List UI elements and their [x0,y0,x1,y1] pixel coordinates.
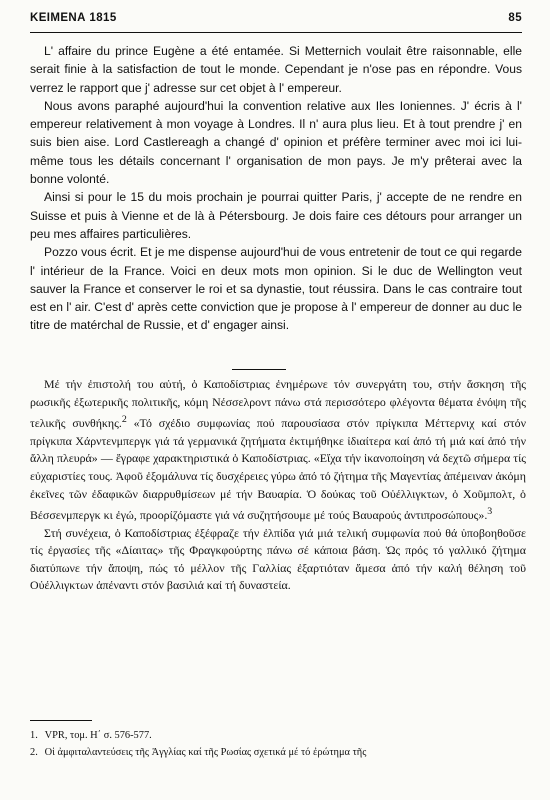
french-paragraph: L' affaire du prince Eugène a été entamée. Si Metternich voulait être raisonnable, elle serait finie à la satisfaction de tout le monde. Cependant je n'ose pas en répondre. Vous verrez le rapport que j' adresse sur cet objet à l' empereur. [30,44,522,95]
greek-paragraph: Στή συνέχεια, ὁ Καποδίστριας ἐξέφραζε τήν ἐλπίδα γιά μιά τελική συμφωνία πού θά ὑποβοηθοῦσε τίς ἐργασίες τῆς «Δίαιτας» τῆς Φραγκφούρτης πάνω σέ κάποια βάση. Ὡς πρός τό γαλλικό ζήτημα διατύπωνε τήν ἄποψη, πώς τό μέλλον τῆς Γαλλίας ἐξαρτιόταν ἄμεσα ἀπό τήν καλή θέληση τοῦ Οὐέλλιγκτων ἀπέναντι στόν βασιλιά καί τή δυναστεία. [30,525,526,593]
footnote-rule [30,720,92,721]
greek-paragraph [30,376,526,525]
french-paragraph: Pozzo vous écrit. Et je me dispense aujourd'hui de vous entretenir de tout ce qui regarde l' intérieur de la France. Voici en deux mots mon opinion. Si le duc de Wellington veut sauver la France et conserver le roi et sa dynastie, tout réussira. Dans le cas contraire tout est en l' air. C'est d' après cette conviction que je propose à l' empereur de donner au duc le titre de matérchal de Russie, et d' engager ainsi. [30,245,522,333]
footnote-ref: 3 [487,506,493,518]
running-title: ΚΕΙΜΕΝΑ 1815 [30,12,117,24]
french-letter-text [30,42,522,335]
footnote [30,727,522,744]
page-number: 85 [508,12,522,24]
footnotes [30,727,522,761]
header-rule [30,32,522,33]
footnote [30,744,522,761]
footnote-number: 1. [30,730,38,741]
greek-paragraph-text: «Τό σχέδιο συμφωνίας πού παρουσίασα στόν πρίγκιπα Μέττερνιχ καί στόν πρίγκιπα Χάρντενμπεργκ γιά τά γερμανικά ζητήματα ἐκτιμήθηκε ἰδιαίτερα καί ἀπό τή μιά καί ἀπό τήν ἄλλη πλευρά» — ἔγραφε χαρακτηριστικά ὁ Καποδίστριας. «Εἴχα τήν ἱκανοποίηση νά δεχτῶ σήμερα τίς εὐχαριστίες τους. Ἀφοῦ ἐξομάλυνα τίς δυσχέρειες γύρω ἀπό τό ζήτημα τῆς Μαγεντίας ἀπέμειναν ἀκόμη ἐκεῖνες τῶν ἐδαφικῶν διαρρυθμίσεων μέ τήν Βαυαρία. Ὁ δούκας τοῦ Οὐέλλιγκτων, ὁ Χοῦμπολτ, ὁ Βέσσενμπεργκ κι ἐγώ, προορίζόμαστε γιά νά συζητήσουμε μέ τούς Βαυαρούς ἀντιπροσώπους». [30,416,526,523]
running-header [30,12,522,28]
section-separator [232,369,286,370]
greek-commentary-text [30,376,526,595]
footnote-text: VPR, τομ. Η΄ σ. 576-577. [44,730,152,741]
french-paragraph: Ainsi si pour le 15 du mois prochain je pourrai quitter Paris, j' accepte de ne rendre en Suisse et puis à Vienne et de là à Pétersbourg. Je dois faire ces détours pour arranger un peu mes affaires particulières. [30,190,522,241]
greek-paragraph-text: Μέ τήν ἐπιστολή του αὐτή, ὁ Καποδίστριας ἐνημέρωνε τόν συνεργάτη του, στήν ἄσκηση τῆς ρωσικῆς ἐξωτερικῆς πολιτικῆς, κόμη Νέσσελροντ πάνω στά περισσότερο φλέγοντα θέματα ἐνόψη τῆς τελικῆς συνθήκης. [30,377,526,431]
footnote-ref: 2 [121,414,127,426]
footnote-text: Οἱ ἀμφιταλαντεύσεις τῆς Ἀγγλίας καί τῆς Ρωσίας σχετικά μέ τό ἐρώτημα τῆς [44,747,367,758]
footnote-number: 2. [30,747,38,758]
french-paragraph: Nous avons paraphé aujourd'hui la convention relative aux Iles Ioniennes. J' écris à l' empereur relativement à mon voyage à Londres. Il n' aura plus lieu. Et à tout prendre j' en suis bien aise. Lord Castlereagh a changé d' opinion et préfère terminer avec moi ici lui-même tous les détails concernant l' organisation de mon pays. Je m'y prêterai avec la bonne volonté. [30,98,522,187]
